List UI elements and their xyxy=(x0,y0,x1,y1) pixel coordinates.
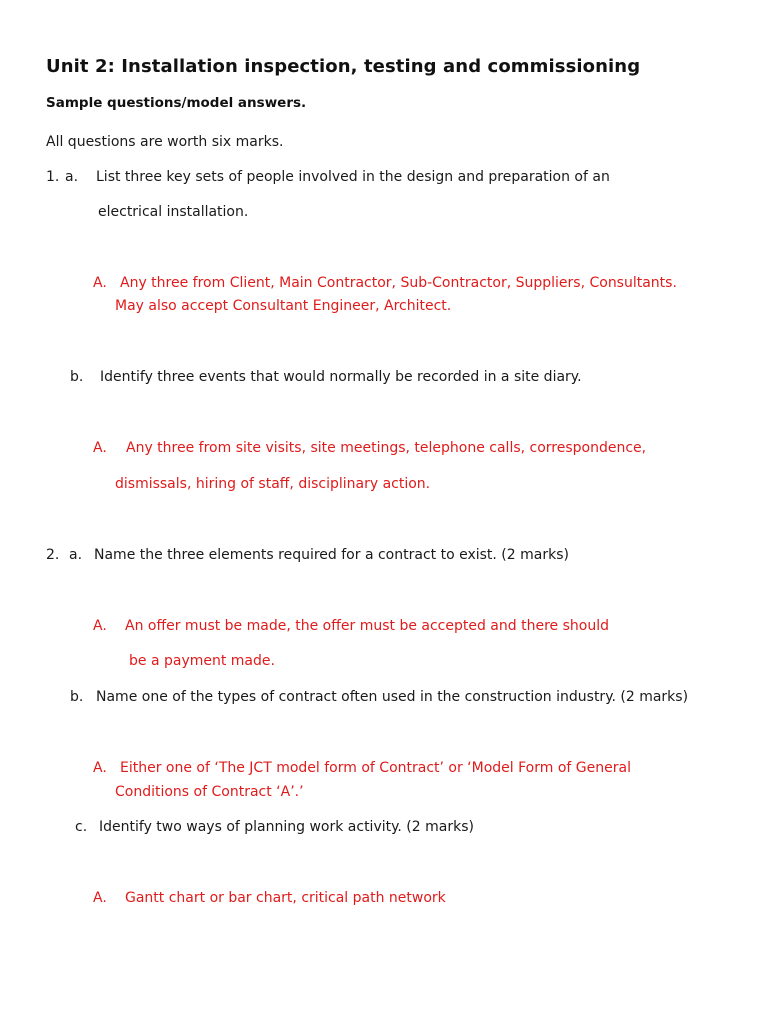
answer-2b-marker: A. xyxy=(93,760,107,776)
answer-1b-text: Any three from site visits, site meetings, telephone calls, correspondence, xyxy=(126,440,647,456)
question-2a-label: a. xyxy=(69,547,83,563)
question-2c-text: Identify two ways of planning work activity. (2 marks) xyxy=(99,819,474,835)
question-1b-text: Identify three events that would normally be recorded in a site diary. xyxy=(100,369,582,385)
answer-2b-text: Either one of ‘The JCT model form of Contract’ or ‘Model Form of General xyxy=(120,760,631,776)
page-title: Unit 2: Installation inspection, testing and commissioning xyxy=(46,56,641,77)
intro-text: All questions are worth six marks. xyxy=(46,134,284,150)
answer-1a-text-cont: May also accept Consultant Engineer, Architect. xyxy=(115,298,452,314)
question-2b-label: b. xyxy=(70,689,84,705)
answer-2b-text-cont: Conditions of Contract ‘A’.’ xyxy=(115,784,304,800)
answer-1b-marker: A. xyxy=(93,440,107,456)
question-2a-text: Name the three elements required for a contract to exist. (2 marks) xyxy=(94,547,569,563)
question-2-number: 2. xyxy=(46,547,60,563)
answer-2a-marker: A. xyxy=(93,618,107,634)
answer-2c-marker: A. xyxy=(93,890,107,906)
question-1a-text: List three key sets of people involved in the design and preparation of an xyxy=(96,169,610,185)
question-2c-label: c. xyxy=(75,819,88,835)
question-1a-label: a. xyxy=(65,169,79,185)
answer-2a-text-cont: be a payment made. xyxy=(129,653,275,669)
question-2b-text: Name one of the types of contract often used in the construction industry. (2 marks) xyxy=(96,689,689,705)
answer-1a-text: Any three from Client, Main Contractor, Sub-Contractor, Suppliers, Consultants. xyxy=(120,275,677,291)
answer-1b-text-cont: dismissals, hiring of staff, disciplinary action. xyxy=(115,476,431,492)
question-1a-text-cont: electrical installation. xyxy=(98,204,249,220)
page-subtitle: Sample questions/model answers. xyxy=(46,95,307,111)
question-1-number: 1. xyxy=(46,169,60,185)
answer-2a-text: An offer must be made, the offer must be accepted and there should xyxy=(125,618,609,634)
question-1b-label: b. xyxy=(70,369,84,385)
answer-2c-text: Gantt chart or bar chart, critical path network xyxy=(125,890,446,906)
answer-1a-marker: A. xyxy=(93,275,107,291)
